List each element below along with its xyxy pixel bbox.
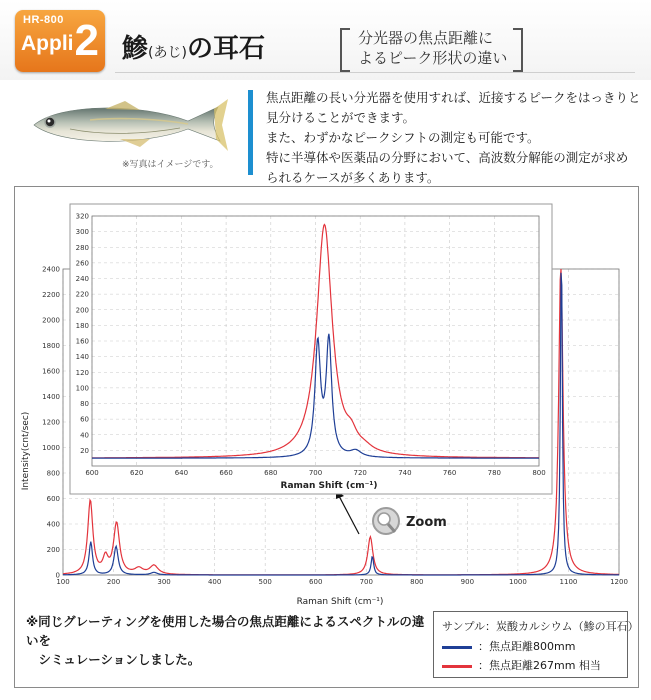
x-tick-label: 680 <box>264 469 278 477</box>
legend <box>433 611 639 678</box>
x-tick-label: 500 <box>258 578 272 586</box>
x-tick-label: 1000 <box>508 578 527 586</box>
y-tick-label: 1800 <box>42 342 60 350</box>
x-tick-label: 780 <box>487 469 501 477</box>
magnifier-lens <box>378 513 390 525</box>
x-tick-label: 800 <box>532 469 546 477</box>
y-tick-label: 200 <box>75 306 89 315</box>
y-tick-label: 0 <box>55 571 60 580</box>
x-tick-label: 300 <box>157 578 171 586</box>
page-subtitle <box>340 28 523 68</box>
zoom-callout <box>336 490 447 534</box>
y-tick-label: 220 <box>75 290 89 299</box>
main-x-axis-label: Raman Shift (cm⁻¹) <box>296 597 384 607</box>
subtitle-line-1: 分光器の焦点距離に <box>358 29 494 47</box>
description-line: 見分けることができます。 <box>266 110 416 125</box>
y-tick-label: 2400 <box>42 265 60 274</box>
badge-appli: Appli <box>21 32 74 55</box>
y-tick-label: 160 <box>75 337 89 346</box>
inset-x-axis-label: Raman Shift (cm⁻¹) <box>280 481 378 491</box>
footnote-line: シミュレーションしました。 <box>26 652 201 667</box>
y-tick-label: 320 <box>75 212 89 221</box>
description-line: 特に半導体や医薬品の分野において、高波数分解能の測定が求め <box>266 150 629 165</box>
y-tick-label: 2200 <box>42 291 60 299</box>
badge-number: 2 <box>74 16 99 65</box>
x-tick-label: 100 <box>56 578 70 586</box>
legend-label: ：焦点距離800mm <box>478 640 576 653</box>
description-line: また、わずかなピークシフトの測定も可能です。 <box>266 130 540 145</box>
y-tick-label: 1200 <box>42 418 60 427</box>
description-line: られるケースが多くあります。 <box>266 170 440 185</box>
y-tick-label: 40 <box>80 431 89 440</box>
x-tick-label: 640 <box>174 469 189 477</box>
fish-image <box>30 95 230 155</box>
y-tick-label: 1000 <box>42 444 60 452</box>
description-line: 焦点距離の長い分光器を使用すれば、近接するピークをはっきりと <box>266 90 641 105</box>
legend-item-267mm <box>442 657 601 673</box>
legend-title: サンプル：炭酸カルシウム（鯵の耳石） <box>442 620 639 633</box>
x-tick-label: 1100 <box>559 578 578 586</box>
badge-model: HR-800 <box>23 14 64 26</box>
header-divider <box>115 72 635 73</box>
x-tick-label: 200 <box>106 578 121 586</box>
description <box>248 88 651 188</box>
y-tick-label: 280 <box>75 243 89 252</box>
y-tick-label: 2000 <box>42 316 60 325</box>
x-tick-label: 620 <box>130 469 144 477</box>
y-tick-label: 1400 <box>42 393 60 401</box>
legend-label: ：焦点距離267mm 相当 <box>478 659 601 672</box>
title-main-1: 鯵 <box>122 34 149 64</box>
y-tick-label: 80 <box>80 400 89 408</box>
title-reading: (あじ) <box>148 45 187 61</box>
y-tick-label: 120 <box>75 368 89 377</box>
y-tick-label: 100 <box>75 384 89 393</box>
legend-item-800mm <box>442 638 575 654</box>
x-tick-label: 700 <box>359 578 373 586</box>
x-tick-label: 600 <box>309 578 323 586</box>
y-tick-label: 20 <box>80 446 89 455</box>
photo-note: ※写真はイメージです。 <box>122 160 219 170</box>
x-tick-label: 740 <box>398 469 412 477</box>
x-tick-label: 700 <box>308 469 323 477</box>
x-tick-label: 900 <box>460 578 475 586</box>
x-tick-label: 760 <box>442 469 457 477</box>
footnote <box>26 612 426 669</box>
y-tick-label: 600 <box>46 495 60 503</box>
header <box>0 0 651 80</box>
spectrum-chart <box>14 186 637 611</box>
y-tick-label: 260 <box>75 259 89 268</box>
x-tick-label: 400 <box>207 578 222 586</box>
legend-swatch-blue <box>442 646 472 649</box>
main-y-axis-label: Intensity(cnt/sec) <box>21 411 31 491</box>
y-tick-label: 240 <box>75 275 89 283</box>
y-tick-label: 1600 <box>42 367 60 376</box>
footnote-line: ※同じグレーティングを使用した場合の焦点距離によるスペクトルの違いを <box>26 614 425 648</box>
application-badge <box>15 10 105 72</box>
x-tick-label: 720 <box>353 469 367 477</box>
y-tick-label: 140 <box>75 353 89 362</box>
y-tick-label: 400 <box>46 520 60 529</box>
y-tick-label: 800 <box>46 469 60 478</box>
zoom-arrow-line <box>339 496 359 534</box>
x-tick-label: 660 <box>219 469 233 477</box>
subtitle-line-2: よるピーク形状の違い <box>358 49 508 67</box>
y-tick-label: 200 <box>46 546 60 554</box>
x-tick-label: 600 <box>85 469 99 477</box>
y-tick-label: 300 <box>75 228 89 237</box>
page-title <box>122 28 265 65</box>
zoom-label: Zoom <box>406 515 447 530</box>
x-tick-label: 1200 <box>610 578 628 586</box>
legend-swatch-red <box>442 665 472 668</box>
title-main-2: の耳石 <box>186 34 265 64</box>
x-tick-label: 800 <box>410 578 424 586</box>
y-tick-label: 60 <box>80 415 89 424</box>
y-tick-label: 180 <box>75 321 89 330</box>
